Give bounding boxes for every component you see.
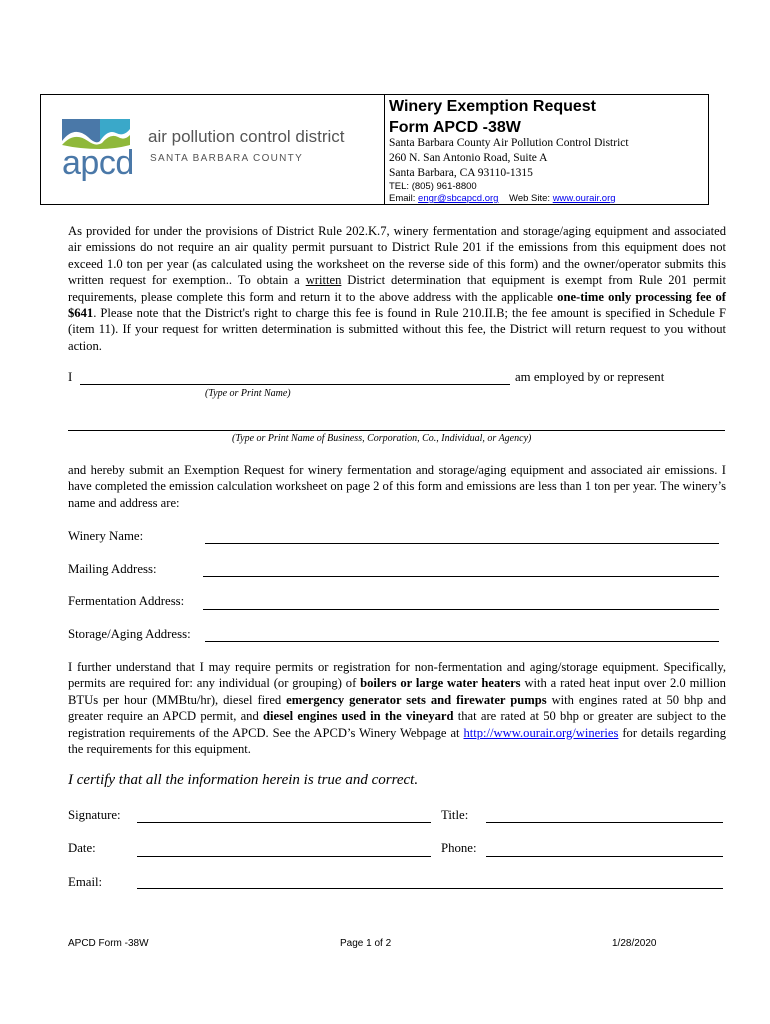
permits-text-3: with engines rated at 50 bhp and greater require an APCD permit, and <box>68 692 726 724</box>
permits-text-1: I further understand that I may require permits or registration for non-fermentation and aging/storage equipment. Specifically, permits are required for: any individual (or grouping) of <box>68 660 726 691</box>
date-field[interactable] <box>137 856 431 857</box>
intro-fee: one-time only processing fee of $641 <box>68 289 726 321</box>
footer-form: APCD Form -38W <box>68 938 149 949</box>
address-line2: 260 N. San Antonio Road, Suite A <box>389 152 548 164</box>
phone-label: Phone: <box>441 841 477 855</box>
email-field-label: Email: <box>68 875 103 889</box>
footer-date: 1/28/2020 <box>612 938 657 949</box>
email-label: Email: <box>389 193 416 204</box>
title-label: Title: <box>441 808 469 822</box>
storage-address-label: Storage/Aging Address: <box>68 627 191 641</box>
mailing-address-field[interactable] <box>203 576 719 577</box>
footer-page: Page 1 of 2 <box>340 938 392 949</box>
web-link[interactable]: www.ourair.org <box>552 193 616 204</box>
permits-text-2: with a rated heat input over 2.0 million BTUs per hour (MMBtu/hr), diesel fired <box>68 676 726 707</box>
name-caption: (Type or Print Name) <box>205 388 291 399</box>
email-link[interactable]: engr@sbcapcd.org <box>418 193 499 204</box>
permits-text-4: that are rated at 50 bhp or greater are subject to the registration requirements of the APCD. See the APCD’s Winery Webpage at <box>68 709 727 740</box>
form-title <box>389 96 596 138</box>
intro-text-3: . Please note that the District's right to charge this fee is found in Rule 210.II.B; the fee amount is specified in Schedule F (item 11). If your request for written determination is submitted without this fee, the District will return request to you without action. <box>68 306 726 353</box>
email-field[interactable] <box>137 888 723 889</box>
permits-generators: emergency generator sets and firewater pumps <box>286 692 547 707</box>
signature-field[interactable] <box>137 822 431 823</box>
contact-line <box>389 193 616 205</box>
certify-statement: I certify that all the information herein is true and correct. <box>68 772 419 788</box>
intro-text-1: As provided for under the provisions of District Rule 202.K.7, winery fermentation and storage/aging equipment and associated air emissions do not require an air quality permit pursuant to District Rule 201 if the emissions from this equipment does not exceed 1.0 ton per year (as calculated using the worksheet on the reverse side of this form) and the owner/operator submits this written request for exemption.. To obtain a <box>68 224 726 288</box>
form-title-line1: Winery Exemption Request <box>389 98 597 115</box>
permits-boilers: boilers or large water heaters <box>360 676 521 691</box>
permits-diesel: diesel engines used in the vineyard <box>263 709 454 724</box>
title-field[interactable] <box>486 822 723 823</box>
logo-brand: apcd <box>62 144 134 182</box>
web-label: Web Site: <box>509 193 551 204</box>
business-caption: (Type or Print Name of Business, Corporation, Co., Individual, or Agency) <box>232 433 532 444</box>
wineries-link[interactable]: http://www.ourair.org/wineries <box>463 725 619 740</box>
winery-name-field[interactable] <box>205 543 719 544</box>
address-line3: Santa Barbara, CA 93110-1315 <box>389 167 533 179</box>
fermentation-address-field[interactable] <box>203 609 719 610</box>
storage-address-field[interactable] <box>205 641 719 642</box>
intro-underlined: written <box>305 273 342 288</box>
tel: TEL: (805) 961-8800 <box>389 181 477 192</box>
phone-field[interactable] <box>486 856 723 857</box>
employed-text: am employed by or represent <box>515 370 665 384</box>
signature-label: Signature: <box>68 808 121 822</box>
logo-county: SANTA BARBARA COUNTY <box>150 153 304 164</box>
apcd-logo <box>60 115 370 185</box>
business-line[interactable] <box>68 430 725 431</box>
fermentation-address-label: Fermentation Address: <box>68 594 185 608</box>
submit-text: and hereby submit an Exemption Request for winery fermentation and storage/aging equipment and associated air emissions. I have completed the emission calculation worksheet on page 2 of this form and emissions are less than 1 ton per year. The winery’s name and address are: <box>68 463 726 510</box>
address-line1: Santa Barbara County Air Pollution Control District <box>389 137 629 149</box>
header-divider <box>384 94 385 205</box>
permits-paragraph <box>68 659 726 757</box>
winery-name-label: Winery Name: <box>68 529 144 543</box>
logo-name: air pollution control district <box>148 127 345 146</box>
form-title-line2: Form APCD -38W <box>389 119 521 136</box>
name-line[interactable] <box>80 384 510 385</box>
intro-text-2: District determination that equipment is exempt from Rule 201 permit requirements, please complete this form and return it to the above address with the applicable <box>68 273 726 304</box>
submit-paragraph <box>68 462 726 511</box>
mailing-address-label: Mailing Address: <box>68 562 157 576</box>
date-label: Date: <box>68 841 96 855</box>
permits-text-5: for details regarding the requirements for this equipment. <box>68 725 726 757</box>
intro-paragraph <box>68 223 726 354</box>
i-label: I <box>68 370 73 384</box>
